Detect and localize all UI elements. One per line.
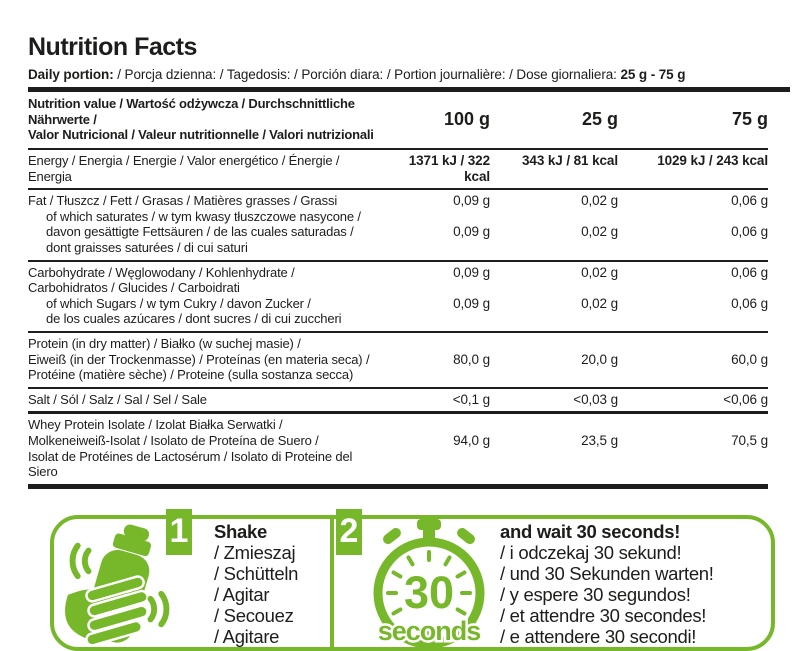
step-number-badge: 1 — [166, 509, 192, 555]
instructions-panel — [50, 512, 775, 651]
step-1-line: / Secouez — [214, 604, 294, 626]
row-label: Protéine (matière sèche) / Proteine (sulla sostanza secca) — [28, 367, 354, 383]
row-label: Salt / Sól / Salz / Sal / Sel / Sale — [28, 391, 207, 407]
value-cell-100g: 1371 kJ / 322 kcal — [408, 153, 490, 184]
table-row — [28, 296, 768, 312]
table-row — [28, 193, 768, 209]
header-label-line-1: Nutrition value / Wartość odżywcza / Durchschnittliche Nährwerte / — [28, 96, 355, 127]
step-1-heading: Shake — [214, 520, 268, 542]
table-row — [28, 417, 768, 433]
row-label: dont graisses saturées / di cui saturi — [46, 240, 248, 255]
daily-portion-line — [28, 67, 790, 82]
section-whey-protein-isolate — [28, 414, 768, 488]
shaker-icon — [60, 524, 178, 648]
step-2-line: / et attendre 30 secondes! — [500, 604, 707, 626]
value-cell-100g: 80,0 g — [453, 351, 490, 367]
value-cell-25g: 343 kJ / 81 kcal — [522, 153, 618, 169]
step-2-wait — [334, 512, 771, 647]
step-1-line: / Zmieszaj — [214, 541, 296, 563]
table-row — [28, 352, 768, 368]
value-cell-25g: 0,02 g — [581, 264, 618, 280]
table-row — [28, 224, 768, 240]
value-cell-25g: 0,02 g — [581, 224, 618, 240]
table-row — [28, 433, 768, 449]
step-number-badge: 2 — [336, 509, 362, 555]
row-label: Energy / Energia / Energie / Valor energético / Énergie / Energia — [28, 153, 340, 184]
value-cell-25g: 20,0 g — [581, 351, 618, 367]
row-label: Molkeneiweiß-Isolat / Isolato de Proteína de Suero / — [28, 432, 319, 448]
table-row — [28, 336, 768, 352]
step-1-line: / Schütteln — [214, 562, 299, 584]
step-2-heading: and wait 30 seconds! — [500, 520, 681, 542]
value-cell-100g: 94,0 g — [453, 432, 490, 448]
table-row — [28, 311, 768, 327]
value-cell-75g: 0,06 g — [731, 295, 768, 311]
row-label: Eiweiß (in der Trockenmasse) / Proteínas (en materia seca) / — [28, 351, 370, 367]
page-title: Nutrition Facts — [28, 33, 197, 61]
row-label: Isolat de Protéines de Lactosérum / Isolato di Proteine del Siero — [28, 448, 353, 480]
step-2-text — [500, 521, 714, 647]
stopwatch-unit-text: seconds — [377, 615, 481, 646]
daily-portion-label: Daily portion: — [28, 67, 114, 83]
step-1-line: / Agitare — [214, 625, 280, 647]
table-row — [28, 265, 768, 281]
value-cell-75g: <0,06 g — [723, 391, 768, 407]
value-cell-25g: 0,02 g — [581, 295, 618, 311]
row-label: de los cuales azúcares / dont sucres / di cui zuccheri — [46, 311, 342, 327]
value-cell-75g: 1029 kJ / 243 kcal — [657, 153, 768, 169]
value-cell-75g: 0,06 g — [731, 264, 768, 280]
section-salt — [28, 389, 768, 415]
row-label: Carbohydrate / Węglowodany / Kohlenhydrate / — [28, 264, 295, 280]
stopwatch-value-text: 30 — [403, 566, 455, 618]
section-energy — [28, 150, 768, 190]
table-row — [28, 392, 768, 408]
column-header-100g: 100 g — [443, 109, 490, 130]
value-cell-100g: 0,09 g — [453, 264, 490, 280]
step-2-line: / i odczekaj 30 sekund! — [500, 541, 682, 563]
step-1-line: / Agitar — [214, 583, 270, 605]
row-label: Whey Protein Isolate / Izolat Białka Serwatki / — [28, 417, 283, 433]
stopwatch-icon — [364, 519, 494, 649]
section-carbohydrate — [28, 262, 768, 333]
section-protein — [28, 333, 768, 389]
value-cell-100g: <0,1 g — [452, 391, 490, 407]
value-cell-25g: 0,02 g — [581, 193, 618, 209]
row-label: davon gesättigte Fettsäuren / de las cuales saturadas / — [46, 224, 354, 240]
row-label: Fat / Tłuszcz / Fett / Grasas / Matières grasses / Grassi — [28, 193, 338, 209]
step-2-line: / und 30 Sekunden warten! — [500, 562, 714, 584]
row-label: of which saturates / w tym kwasy tłuszczowe nasycone / — [46, 208, 361, 224]
value-cell-100g: 0,09 g — [453, 193, 490, 209]
value-cell-100g: 0,09 g — [453, 224, 490, 240]
section-fat — [28, 190, 768, 261]
row-label: of which Sugars / w tym Cukry / davon Zucker / — [46, 295, 311, 311]
nutrition-table — [28, 87, 790, 488]
column-header-75g: 75 g — [731, 109, 768, 130]
value-cell-25g: 23,5 g — [581, 432, 618, 448]
daily-portion-amount: 25 g - 75 g — [620, 67, 686, 83]
row-label: Carbohidratos / Glucides / Carboidrati — [28, 280, 240, 296]
table-header-row — [28, 92, 768, 150]
step-1-shake — [54, 512, 334, 647]
header-label-line-2: Valor Nutricional / Valeur nutritionnelle / Valori nutrizionali — [28, 127, 374, 143]
step-2-line: / e attendere 30 secondi! — [500, 625, 697, 647]
table-row — [28, 209, 768, 225]
table-row — [28, 449, 768, 480]
value-cell-75g: 0,06 g — [731, 224, 768, 240]
value-cell-75g: 70,5 g — [731, 432, 768, 448]
table-row — [28, 240, 768, 256]
row-label: Protein (in dry matter) / Białko (w suchej masie) / — [28, 335, 301, 351]
table-header-label — [28, 96, 383, 143]
value-cell-25g: <0,03 g — [573, 391, 618, 407]
step-2-line: / y espere 30 segundos! — [500, 583, 691, 605]
column-header-25g: 25 g — [581, 109, 618, 130]
value-cell-75g: 0,06 g — [731, 193, 768, 209]
step-1-text — [214, 521, 298, 647]
daily-portion-translations: / Porcja dzienna: / Tagedosis: / Porción diara: / Portion journalière: / Dose giornaliera: — [113, 67, 621, 83]
table-row — [28, 367, 768, 383]
value-cell-75g: 60,0 g — [731, 351, 768, 367]
table-row — [28, 153, 768, 184]
table-row — [28, 280, 768, 296]
value-cell-100g: 0,09 g — [453, 295, 490, 311]
